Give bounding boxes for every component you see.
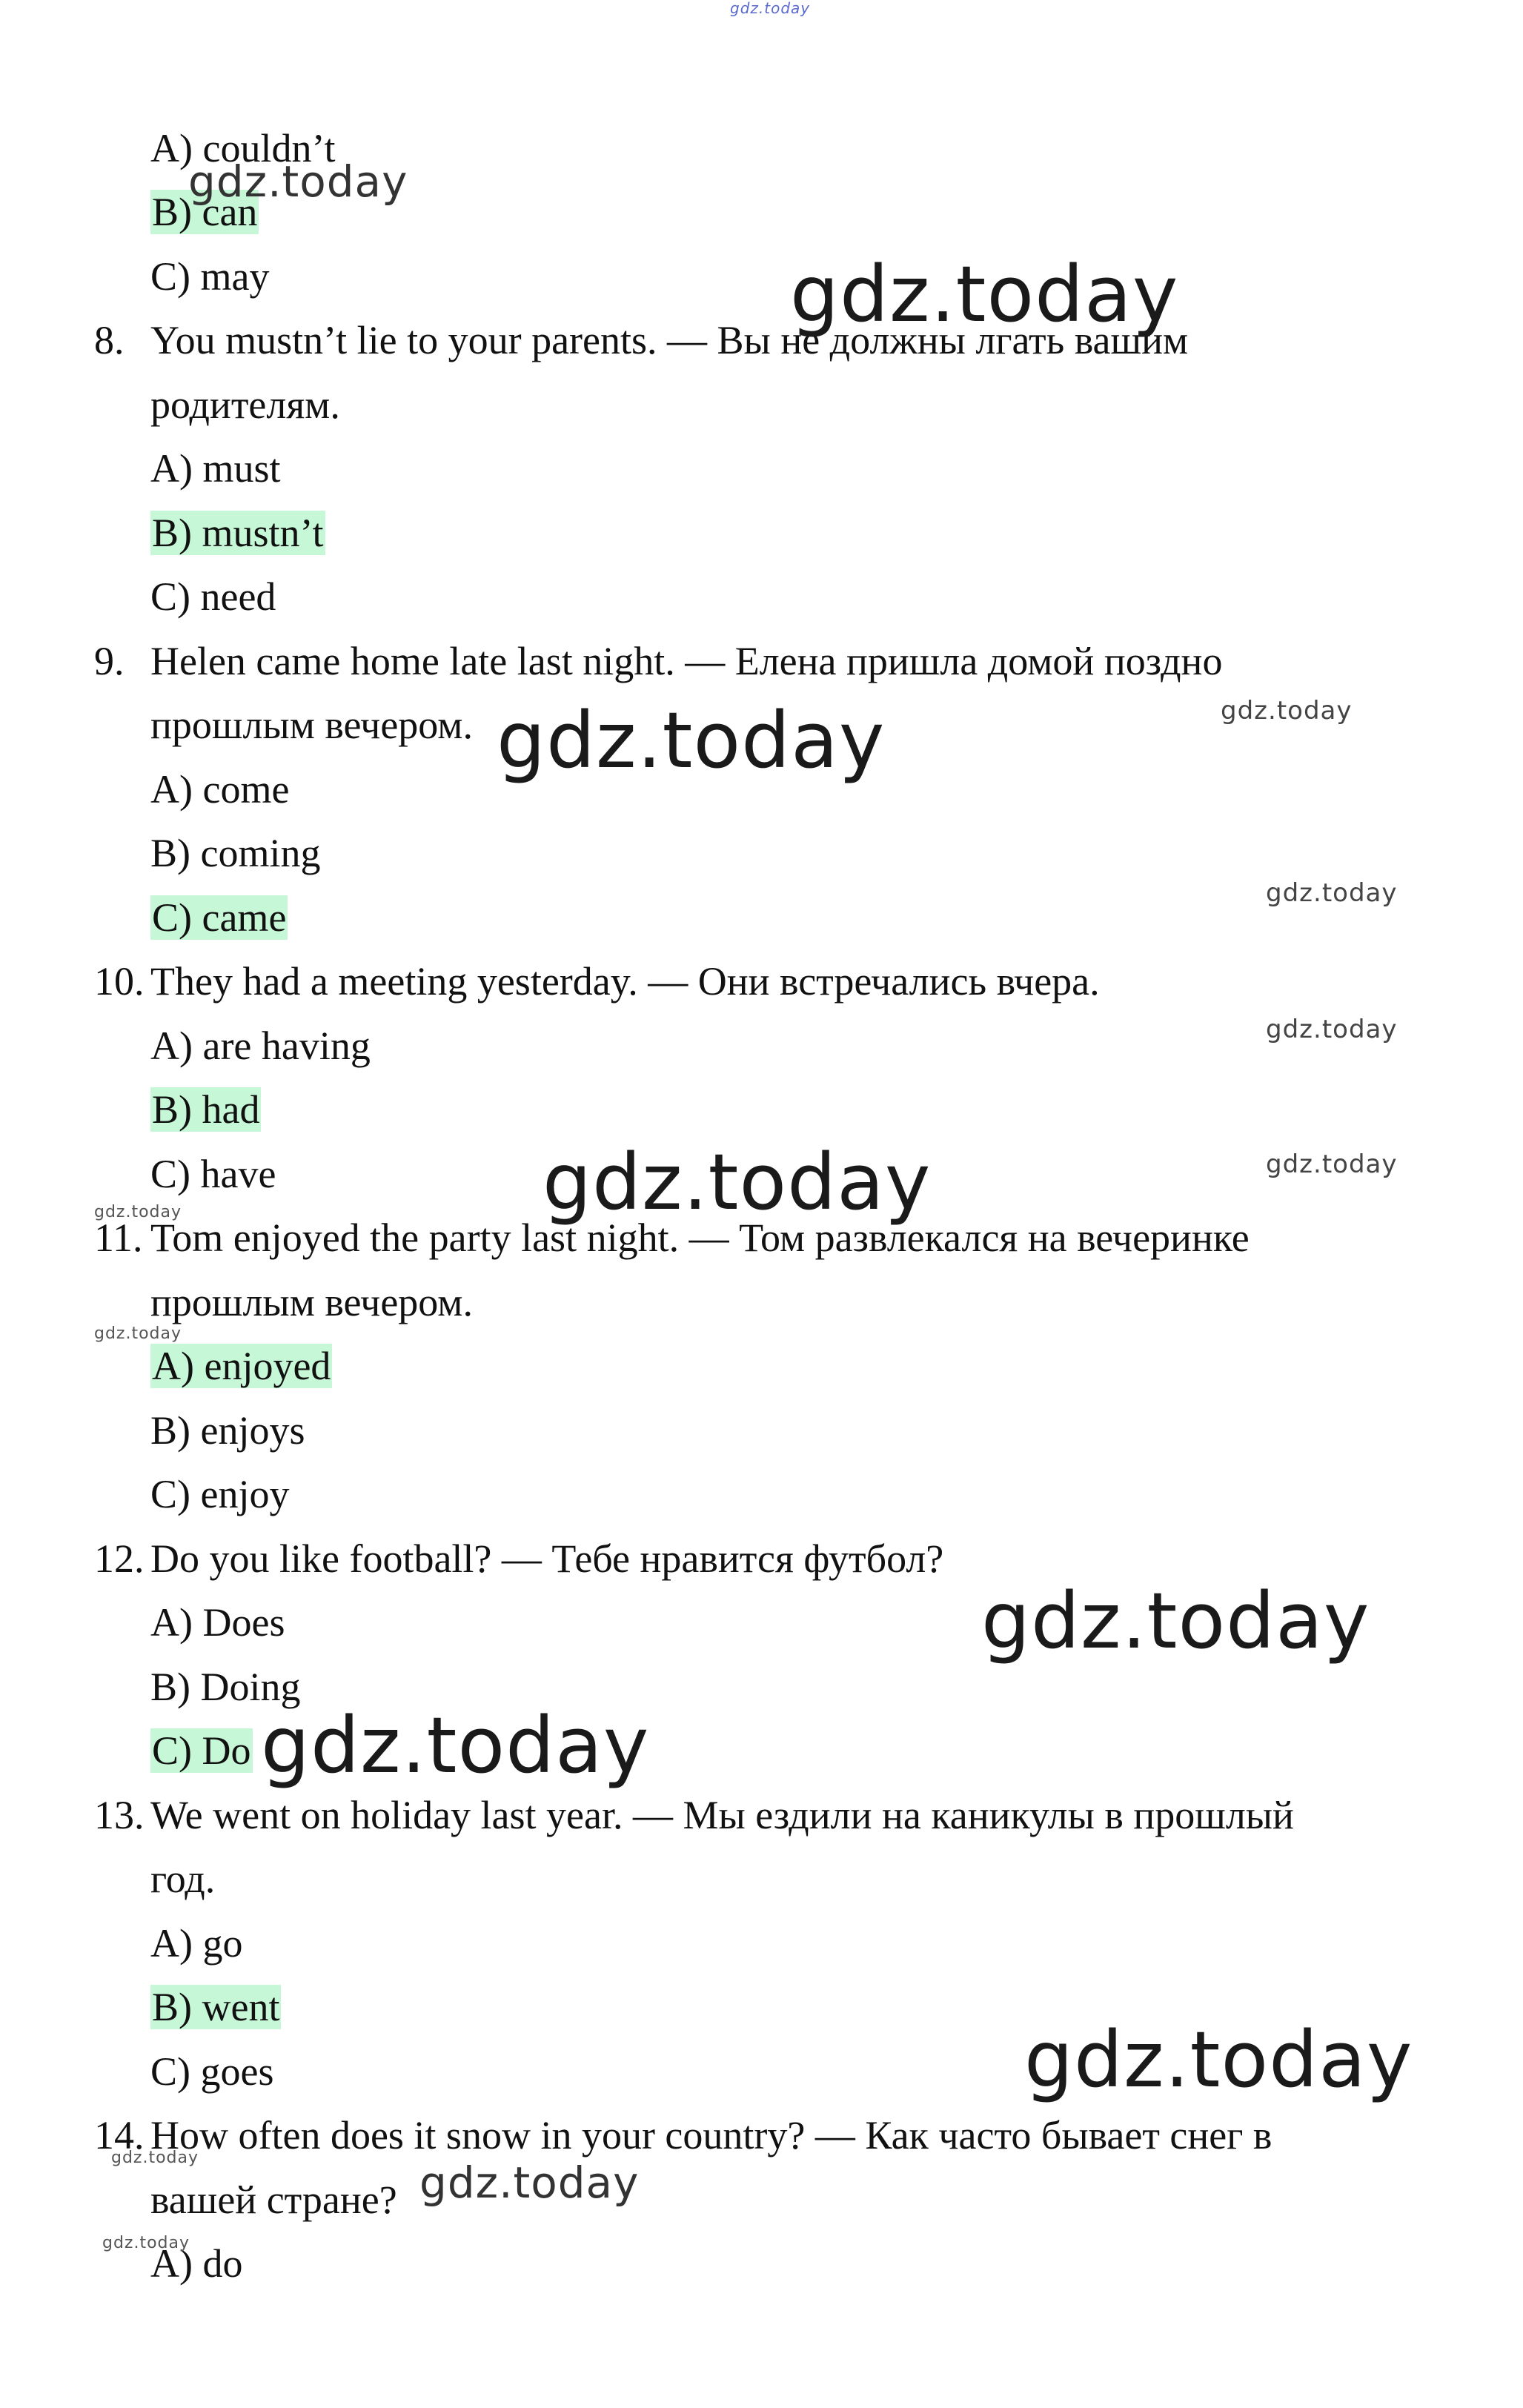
option-label-correct: B) had <box>152 1087 260 1132</box>
watermark: gdz.today <box>94 1324 182 1343</box>
option-q9-a[interactable] <box>150 766 289 813</box>
option-q8-a[interactable] <box>150 445 281 492</box>
watermark: gdz.today <box>1221 696 1353 726</box>
watermark: gdz.today <box>94 1203 182 1221</box>
question-text: You mustn’t lie to your parents. — Вы не должны лгать вашим <box>150 318 1189 362</box>
question-number: 8. <box>94 318 125 362</box>
option-label: C) may <box>150 254 270 299</box>
option-q7-c[interactable] <box>150 253 269 300</box>
option-label-correct: A) enjoyed <box>152 1344 331 1388</box>
option-q8-b[interactable] <box>150 509 325 557</box>
question-text: Tom enjoyed the party last night. — Том развлекался на вечеринке <box>150 1215 1250 1260</box>
watermark: gdz.today <box>1266 1015 1398 1044</box>
question-text-cont: прошлым вечером. <box>150 703 473 747</box>
option-label: C) enjoy <box>150 1472 290 1516</box>
option-label: A) Does <box>150 1600 285 1645</box>
watermark: gdz.today <box>1266 1150 1398 1179</box>
option-label: A) couldn’t <box>150 126 336 170</box>
option-q11-a[interactable] <box>150 1342 332 1390</box>
option-q11-b[interactable] <box>150 1407 305 1454</box>
option-q8-c[interactable] <box>150 573 276 620</box>
question-text-cont: год. <box>150 1857 216 1901</box>
watermark-top: gdz.today <box>730 0 811 17</box>
question-number: 11. <box>94 1215 143 1260</box>
question-number: 12. <box>94 1536 145 1581</box>
option-label: A) must <box>150 446 281 491</box>
question-number: 13. <box>94 1793 145 1837</box>
option-q13-a[interactable] <box>150 1920 242 1967</box>
option-label: A) do <box>150 2241 243 2286</box>
watermark: gdz.today <box>261 1700 650 1791</box>
option-label: C) need <box>150 574 276 619</box>
option-label-correct: B) mustn’t <box>152 511 324 555</box>
option-label: B) Doing <box>150 1665 301 1709</box>
question-text: We went on holiday last year. — Мы ездили на каникулы в прошлый <box>150 1793 1294 1837</box>
question-number: 10. <box>94 959 145 1004</box>
option-label-correct: B) can <box>152 190 258 234</box>
question-text: How often does it snow in your country? — Как часто бывает снег в <box>150 2113 1273 2157</box>
option-q12-c[interactable] <box>150 1727 253 1774</box>
question-number: 14. <box>94 2113 145 2157</box>
watermark: gdz.today <box>981 1576 1370 1666</box>
watermark: gdz.today <box>542 1137 932 1227</box>
option-label: A) come <box>150 767 290 812</box>
question-number: 9. <box>94 639 125 683</box>
option-q10-b[interactable] <box>150 1086 261 1133</box>
watermark: gdz.today <box>1024 2014 1413 2105</box>
option-q13-c[interactable] <box>150 2048 273 2095</box>
option-label: C) have <box>150 1152 276 1196</box>
option-label: A) go <box>150 1921 243 1966</box>
watermark: gdz.today <box>419 2157 640 2208</box>
option-q10-a[interactable] <box>150 1022 371 1069</box>
option-label-correct: C) Do <box>152 1728 251 1773</box>
watermark: gdz.today <box>1266 878 1398 908</box>
watermark: gdz.today <box>497 695 886 786</box>
question-text-cont: прошлым вечером. <box>150 1280 473 1324</box>
watermark: gdz.today <box>111 2149 199 2167</box>
option-q13-b[interactable] <box>150 1983 281 2031</box>
option-q9-c[interactable] <box>150 894 288 941</box>
question-text: They had a meeting yesterday. — Они встречались вчера. <box>150 959 1100 1004</box>
option-label: C) goes <box>150 2049 274 2094</box>
question-text: Do you like football? — Тебе нравится футбол? <box>150 1536 944 1581</box>
option-label: B) enjoys <box>150 1408 305 1453</box>
option-label: B) coming <box>150 831 321 875</box>
watermark: gdz.today <box>790 249 1179 339</box>
option-label-correct: B) went <box>152 1985 280 2029</box>
question-text-cont: родителям. <box>150 382 340 427</box>
question-text: Helen came home late last night. — Елена пришла домой поздно <box>150 639 1223 683</box>
option-q12-a[interactable] <box>150 1599 285 1646</box>
option-q9-b[interactable] <box>150 829 320 877</box>
watermark: gdz.today <box>102 2234 190 2252</box>
option-label-correct: C) came <box>152 895 287 940</box>
option-q10-c[interactable] <box>150 1150 276 1198</box>
option-q11-c[interactable] <box>150 1470 289 1518</box>
question-text-cont: вашей стране? <box>150 2178 397 2222</box>
watermark: gdz.today <box>188 156 408 207</box>
option-label: A) are having <box>150 1024 371 1068</box>
